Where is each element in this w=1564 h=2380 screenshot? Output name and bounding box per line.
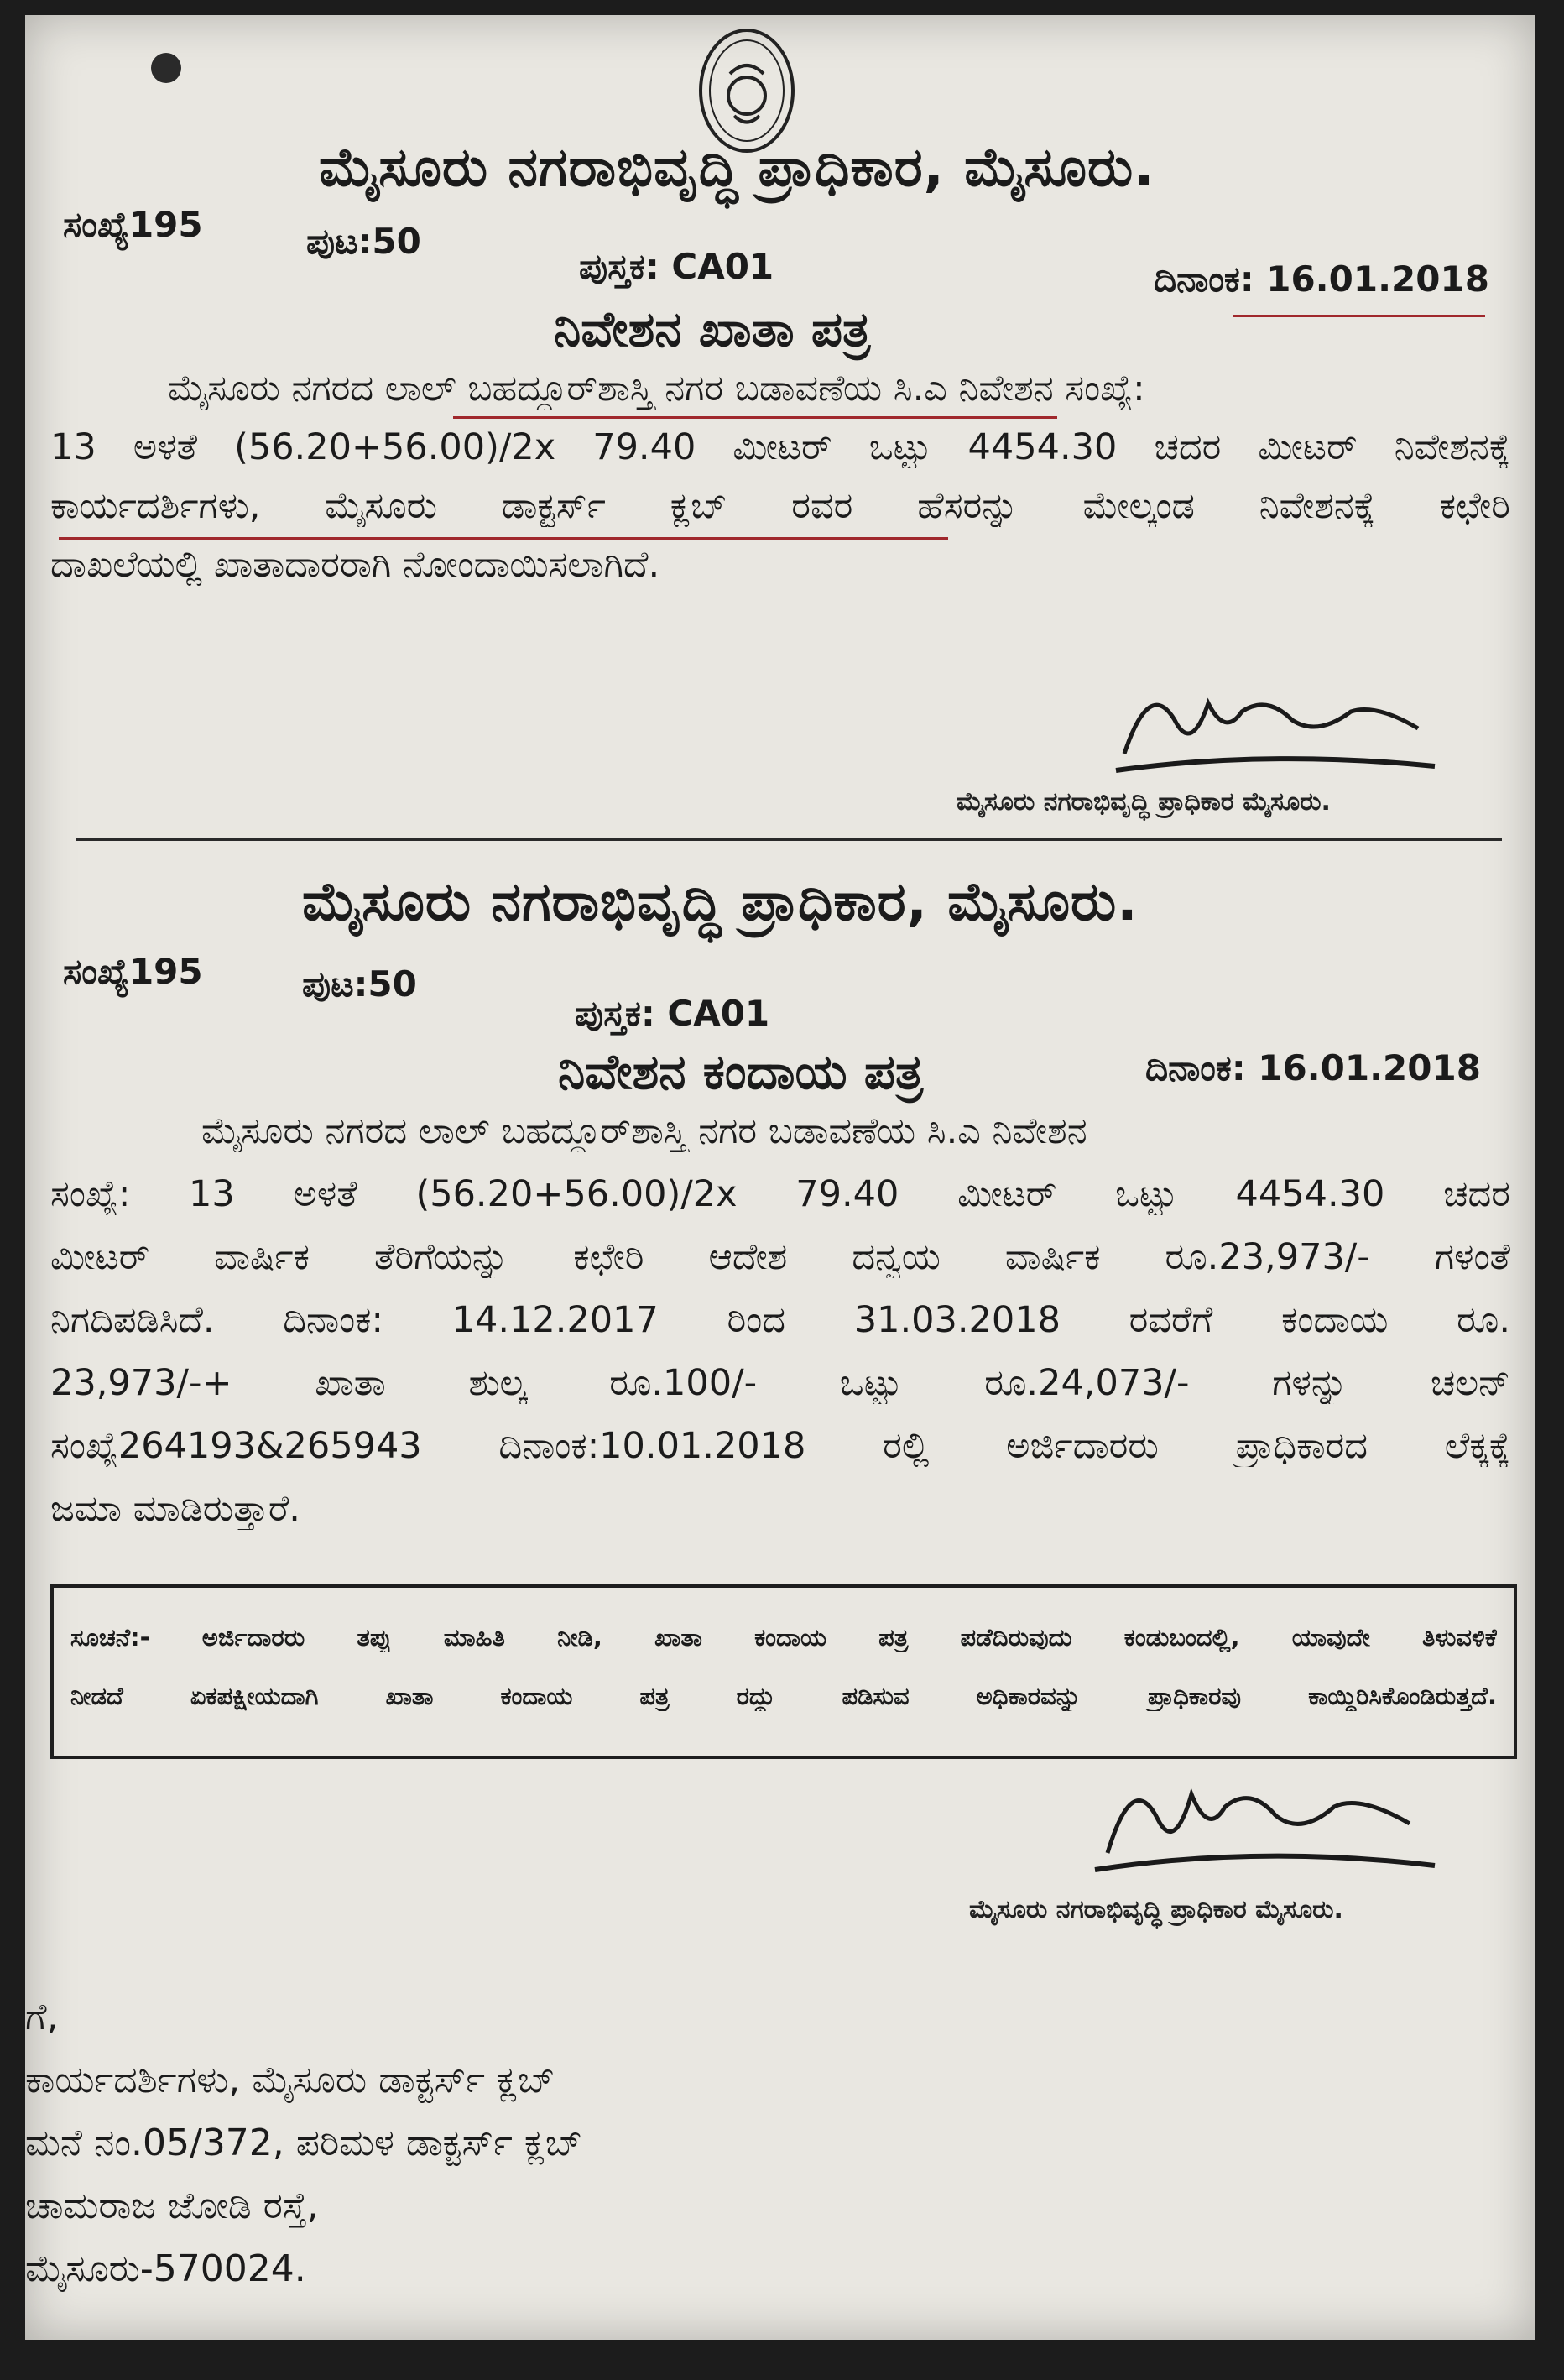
date-underline (1233, 315, 1485, 317)
top-page-number: ಪುಟ:50 (306, 221, 421, 262)
bottom-body-line-5: 23,973/-+ ಖಾತಾ ಶುಲ್ಕ ರೂ.100/- ಒಟ್ಟು ರೂ.24,073/- ಗಳನ್ನು ಚಲನ್ (50, 1362, 1510, 1404)
bottom-body-line-4: ನಿಗದಿಪಡಿಸಿದೆ. ದಿನಾಂಕ: 14.12.2017 ರಿಂದ 31.03.2018 ರವರೆಗೆ ಕಂದಾಯ ರೂ. (50, 1299, 1510, 1341)
bottom-body-line-6: ಸಂಖ್ಯೆ264193&265943 ದಿನಾಂಕ:10.01.2018 ರಲ್ಲಿ ಅರ್ಜಿದಾರರು ಪ್ರಾಧಿಕಾರದ ಲೆಕ್ಕಕ್ಕೆ (50, 1425, 1510, 1467)
top-body-line-1: ಮೈಸೂರು ನಗರದ ಲಾಲ್ ಬಹದ್ದೂರ್‌ಶಾಸ್ತ್ರಿ ನಗರ ಬಡಾವಣೆಯ ಸಿ.ಎ ನಿವೇಶನ ಸಂಖ್ಯೆ: (168, 368, 1145, 410)
top-body-line-2: 13 ಅಳತೆ (56.20+56.00)/2x 79.40 ಮೀಟರ್ ಒಟ್ಟು 4454.30 ಚದರ ಮೀಟರ್ ನಿವೇಶನಕ್ಕೆ (50, 426, 1510, 468)
address-line-3: ಚಾಮರಾಜ ಜೋಡಿ ರಸ್ತೆ, (25, 2184, 319, 2227)
address-to: ಗೆ, (25, 1996, 59, 2038)
bottom-date: ದಿನಾಂಕ: 16.01.2018 (1145, 1047, 1481, 1088)
bottom-letter-heading: ನಿವೇಶನ ಕಂದಾಯ ಪತ್ರ (558, 1043, 924, 1100)
bottom-signature-icon (1074, 1761, 1452, 1887)
address-line-2: ಮನೆ ನಂ.05/372, ಪರಿಮಳ ಡಾಕ್ಟರ್ಸ್ ಕ್ಲಬ್ (25, 2122, 583, 2164)
address-line-4: ಮೈಸೂರು-570024. (25, 2247, 306, 2290)
top-office-title: ಮೈಸೂರು ನಗರಾಭಿವೃದ್ಧಿ ಪ್ರಾಧಿಕಾರ, ಮೈಸೂರು. (319, 137, 1155, 199)
bottom-reference-number: ಸಂಖ್ಯೆ195 (63, 951, 203, 992)
bottom-body-line-1: ಮೈಸೂರು ನಗರದ ಲಾಲ್ ಬಹದ್ದೂರ್‌ಶಾಸ್ತ್ರಿ ನಗರ ಬಡಾವಣೆಯ ಸಿ.ಎ ನಿವೇಶನ (201, 1110, 1087, 1152)
top-body-line-3: ಕಾರ್ಯದರ್ಶಿಗಳು, ಮೈಸೂರು ಡಾಕ್ಟರ್ಸ್ ಕ್ಲಬ್ ರವರ ಹೆಸರನ್ನು ಮೇಲ್ಕಂಡ ನಿವೇಶನಕ್ಕೆ ಕಛೇರಿ (50, 485, 1510, 527)
red-underline-1 (453, 416, 1057, 419)
top-book-number: ಪುಸ್ತಕ: CA01 (579, 246, 774, 287)
document-page (25, 15, 1535, 2340)
bottom-book-number: ಪುಸ್ತಕ: CA01 (575, 993, 770, 1034)
bottom-signature-designation: ಮೈಸೂರು ನಗರಾಭಿವೃದ್ಧಿ ಪ್ರಾಧಿಕಾರ ಮೈಸೂರು. (969, 1895, 1343, 1924)
top-signature-designation: ಮೈಸೂರು ನಗರಾಭಿವೃದ್ಧಿ ಪ್ರಾಧಿಕಾರ ಮೈಸೂರು. (957, 787, 1331, 817)
bottom-body-line-7: ಜಮಾ ಮಾಡಿರುತ್ತಾರೆ. (50, 1488, 300, 1530)
red-underline-2 (59, 537, 948, 540)
top-signature-icon (1099, 670, 1452, 787)
top-date: ದಿನಾಂಕ: 16.01.2018 (1154, 258, 1489, 300)
section-divider (76, 838, 1502, 841)
notice-box (50, 1584, 1517, 1759)
top-body-line-4: ದಾಖಲೆಯಲ್ಲಿ ಖಾತಾದಾರರಾಗಿ ನೋಂದಾಯಿಸಲಾಗಿದೆ. (50, 544, 660, 586)
notice-line-1: ಸೂಚನೆ:- ಅರ್ಜಿದಾರರು ತಪ್ಪು ಮಾಹಿತಿ ನೀಡಿ, ಖಾತಾ ಕಂದಾಯ ಪತ್ರ ಪಡೆದಿರುವುದು ಕಂಡುಬಂದಲ್ಲಿ, ಯಾವುದೇ ತಿಳುವಳಿಕೆ (70, 1623, 1497, 1652)
punch-hole (151, 53, 181, 83)
bottom-page-number: ಪುಟ:50 (302, 963, 417, 1005)
bottom-office-title: ಮೈಸೂರು ನಗರಾಭಿವೃದ್ಧಿ ಪ್ರಾಧಿಕಾರ, ಮೈಸೂರು. (302, 871, 1139, 933)
top-letter-heading: ನಿವೇಶನ ಖಾತಾ ಪತ್ರ (554, 300, 871, 358)
bottom-body-line-2: ಸಂಖ್ಯೆ: 13 ಅಳತೆ (56.20+56.00)/2x 79.40 ಮೀಟರ್ ಒಟ್ಟು 4454.30 ಚದರ (50, 1173, 1510, 1215)
top-reference-number: ಸಂಖ್ಯೆ195 (63, 204, 203, 245)
address-line-1: ಕಾರ್ಯದರ್ಶಿಗಳು, ಮೈಸೂರು ಡಾಕ್ಟರ್ಸ್ ಕ್ಲಬ್ (25, 2059, 555, 2101)
notice-line-2: ನೀಡದೆ ಏಕಪಕ್ಷೀಯದಾಗಿ ಖಾತಾ ಕಂದಾಯ ಪತ್ರ ರದ್ದು ಪಡಿಸುವ ಅಧಿಕಾರವನ್ನು ಪ್ರಾಧಿಕಾರವು ಕಾಯ್ದಿರಿಸಿಕೊಂಡಿರುತ್ತದೆ. (70, 1682, 1497, 1710)
bottom-body-line-3: ಮೀಟರ್ ವಾರ್ಷಿಕ ತೆರಿಗೆಯನ್ನು ಕಛೇರಿ ಆದೇಶ ದನ್ವಯ ವಾರ್ಷಿಕ ರೂ.23,973/- ಗಳಂತೆ (50, 1236, 1510, 1278)
